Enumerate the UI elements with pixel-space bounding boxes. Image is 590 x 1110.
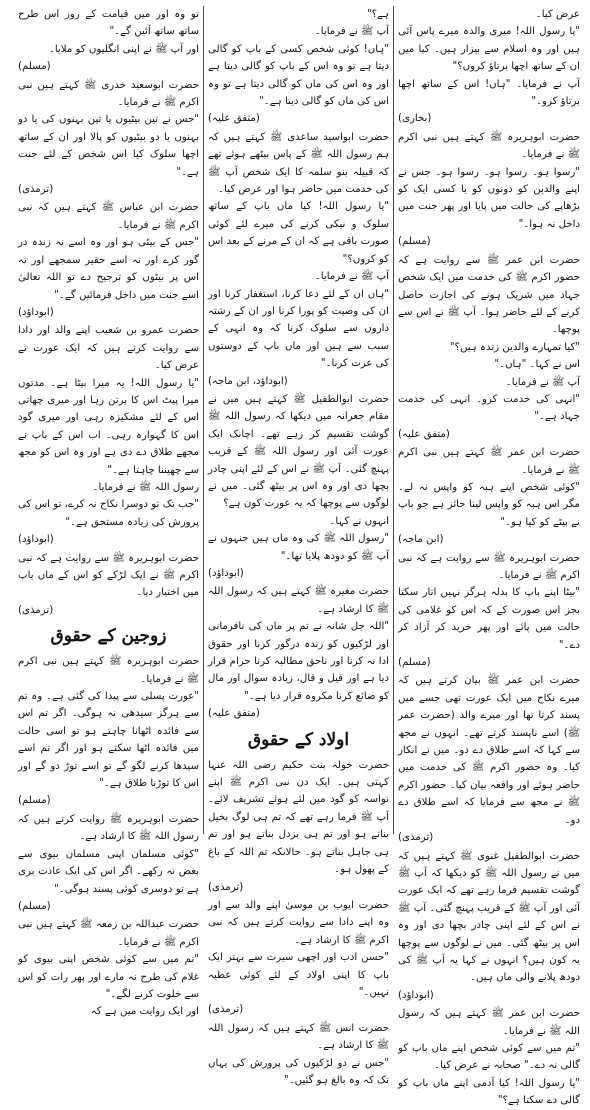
- paragraph: "کوئی مسلمان اپنی مسلمان بیوی سے بغض نہ رکھے۔ اگر اس کی ایک عادت بری ہے تو دوسری کوئی پسند ہوگی۔": [18, 848, 199, 895]
- hadith-reference: (مسلم): [18, 795, 51, 807]
- hadith-reference: (ابوداؤد): [18, 534, 54, 546]
- hadith-reference: (ترمذی): [398, 832, 434, 844]
- paragraph: "جس کے بیٹی ہو اور وہ اسے نہ زندہ در گور کرے اور نہ اسے حقیر سمجھے اور نہ اس پر بیٹوں کو ترجیح دے تو اللہ تعالیٰ اسے جنت میں داخل فرمائیں گے۔": [18, 237, 199, 301]
- paragraph: "حسن ادب اور اچھی سیرت سے بہتر ایک باپ کا اپنی اولاد کے لئے کوئی عطیہ نہیں۔": [208, 952, 389, 998]
- paragraph: حضرت انس ﷺ کہتے ہیں کہ رسول اللہ ﷺ کا ارشاد ہے۔: [208, 1022, 389, 1052]
- hadith-reference: (متفق علیہ): [208, 113, 260, 125]
- paragraph: "ہاں ان کے لئے دعا کرنا، استغفار کرنا اور ان کی وصیت کو پورا کرنا اور ان کے رشتہ داروں سے سلوک کرنا کہ وہ انہی کے سبب سے ہیں اور ماں باپ کے دوستوں کی عزت کرنا۔": [208, 288, 389, 370]
- paragraph: آپ ﷺ نے فرمایا۔: [314, 26, 389, 38]
- paragraph: تو وہ اور میں قیامت کے روز اس طرح ساتھ ساتھ آئیں گے۔": [18, 9, 199, 38]
- paragraph: حضرت ابواسید ساعدی ﷺ کہتے ہیں کہ ہم رسول اللہ ﷺ کے پاس بیٹھے ہوئے تھے کہ قبیلہ بنو سلمہ کا ایک شخص آپ ﷺ کی خدمت میں حاضر ہوا اور عرض کیا۔: [208, 131, 389, 196]
- hadith-reference: (مسلم): [398, 657, 431, 669]
- paragraph: حضرت ابن عمر ﷺ سے روایت ہے کہ حضور اکرم ﷺ کی خدمت میں ایک شخص جہاد میں شریک ہونے کی اجازت حاصل کرنے کے لئے حاضر ہوا۔ آپ ﷺ نے اس سے پوچھا۔: [398, 254, 580, 336]
- column-middle: [204, 6, 394, 1086]
- paragraph: "کوئی شخص اپنے ہبہ کو واپس نہ لے۔ مگر اس ہبہ کو واپس لینا جائز ہے جو باپ نے بیٹے کو کیا ہو۔": [398, 481, 580, 528]
- paragraph: "کیا تمہارے والدین زندہ ہیں؟": [449, 341, 580, 353]
- paragraph: حضرت خولہ بنت حکیم رضی اللہ عنہا کہتی ہیں۔ ایک دن نبی اکرم ﷺ اپنے نواسہ کو گود میں لئے ہوئے تشریف لائے۔ آپ ﷺ فرما رہے تھے کہ تم ہی لوگ بخیل بناتے ہو اور تم ہی بزدل بناتے ہو اور تم ہی جاہل بناتے ہو۔ حالانکہ تم اللہ کے باغ کے پھول ہو۔: [208, 759, 389, 876]
- paragraph: حضرت عبداللہ بن زمعہ ﷺ کہتے ہیں نبی اکرم ﷺ نے فرمایا۔: [18, 919, 199, 948]
- paragraph: "رسوا ہو۔ رسوا ہو۔ رسوا ہو۔ جس نے اپنے والدین کو دونوں کو یا کسی ایک کو بڑھاپے کی حالت میں پایا اور پھر جنت میں داخل نہ ہوا۔": [398, 166, 580, 230]
- paragraph: حضرت ابوالطفیل ﷺ کہتے ہیں میں نے مقام جعرانہ میں دیکھا کہ رسول اللہ ﷺ گوشت تقسیم کر رہے تھے۔ اچانک ایک عورت آئی اور رسول اللہ ﷺ کے قریب پہنچ گئی۔ آپ ﷺ نے اس کے لئے اپنی چادر بچھا دی اور وہ اس پر بیٹھ گئی۔ میں نے لوگوں سے پوچھا کہ یہ عورت کون ہے؟: [208, 393, 389, 510]
- paragraph: "یا رسول اللہ! کیا ماں باپ کے ساتھ سلوک و نیکی کرنے کی میرے لئے کوئی صورت باقی ہے کہ ان کے مرنے کے بعد اس کو کروں؟": [208, 201, 389, 265]
- paragraph: حضرت ابن عمر ﷺ کہتے ہیں نبی اکرم ﷺ نے فرمایا۔: [398, 447, 580, 476]
- paragraph: حضرت ابوہریرہ ﷺ کہتے ہیں نبی اکرم ﷺ نے فرمایا۔: [18, 656, 199, 685]
- text-columns: [6, 6, 584, 1107]
- column-left: [14, 6, 204, 1018]
- paragraph: آپ ﷺ نے فرمایا۔: [314, 271, 389, 283]
- paragraph: حضرت ابوہریرہ ﷺ سے روایت ہے کہ نبی اکرم ﷺ نے ایک لڑکے کو اس کے ماں باپ میں اختیار دیا۔: [18, 552, 199, 599]
- paragraph: حضرت عمرو بن شعیب اپنے والد اور دادا سے روایت کرتے ہیں کہ ایک عورت نے عرض کیا۔: [18, 325, 199, 372]
- paragraph: حضرت ابوہریرہ ﷺ کہتے ہیں نبی اکرم ﷺ نے فرمایا۔: [398, 131, 580, 161]
- paragraph: "یا رسول اللہ! میری والدہ میرے پاس آئی ہیں اور وہ اسلام سے بیزار ہیں۔ کیا میں ان کے ساتھ اچھا برتاؤ کروں؟": [398, 26, 580, 73]
- paragraph: حضرت ابوہریرہ ﷺ روایت کرتے ہیں کہ رسول اللہ ﷺ کا ارشاد ہے۔: [18, 813, 199, 843]
- paragraph: حضرت ابن عمر ﷺ بیان کرتے ہیں کہ میرے نکاح میں ایک عورت تھی جسے میں پسند کرتا تھا اور میرے والد (حضرت عمر ﷺ) اسے ناپسند کرتے تھے۔ انہوں نے مجھ سے کہا کہ اسے طلاق دے دو۔ میں نے انکار کیا۔ وہ حضور اکرم ﷺ کی خدمت میں حاضر ہوئے اور واقعہ بیان کیا۔ حضور اکرم ﷺ نے مجھ سے فرمایا کہ اسے طلاق دے دو۔: [398, 675, 580, 826]
- paragraph: عرض کیا۔: [535, 9, 580, 20]
- column-right: [394, 6, 584, 1107]
- hadith-reference: (ترمذی): [208, 881, 244, 893]
- paragraph: "جس نے تین بیٹیوں یا تین بہنوں کی یا دو بہنوں یا دو بیٹیوں کو پالا اور ان کے ساتھ اچھا سلوک کیا اس شخص کے لئے جنت ہے۔": [18, 114, 199, 178]
- hadith-reference: (ابوداؤد): [398, 989, 434, 1001]
- hadith-reference: (ابوداؤد): [18, 306, 54, 318]
- paragraph: "ہاں! کوئی شخص کسی کے باپ کو گالی دیتا ہے تو وہ اس کے باپ کو گالی دیتا ہے اور وہ اس کی ماں کو گالی دیتا ہے تو وہ اس کی ماں کو گالی دیتا ہے۔": [208, 43, 389, 108]
- paragraph: آپ نے فرمایا۔ "ہاں! اس کے ساتھ اچھا برتاؤ کرو۔": [398, 78, 580, 108]
- paragraph: اور ایک روایت میں ہے کہ: [90, 1006, 199, 1018]
- paragraph: "عورت پسلی سے پیدا کی گئی ہے۔ وہ تم سے ہرگز سیدھی نہ ہوگی۔ اگر تم اس سے فائدہ اٹھانا چاہتے ہو تو اسی حالت میں فائدہ اٹھا سکتے ہو اور اگر تم اسے سیدھا کرنے لگو گے تو اسے توڑ دو گے اور اس کا توڑنا طلاق ہے۔": [18, 691, 199, 790]
- paragraph: "بیٹا اپنے باپ کا بدلہ ہرگز نہیں اتار سکتا بجز اس صورت کے کہ اس کو غلامی کی حالت میں پائے اور پھر خرید کر آزاد کر دے۔": [398, 587, 580, 651]
- paragraph: "رسول اللہ ﷺ کی وہ ماں ہیں جنہوں نے آپ ﷺ کو دودھ پلایا تھا۔": [208, 533, 389, 562]
- section-heading: زوجین کے حقوق: [50, 626, 167, 647]
- paragraph: "جس نے دو لڑکیوں کی پرورش کی یہاں تک کہ وہ بالغ ہو گئیں۔": [208, 1057, 389, 1086]
- hadith-reference: (مسلم): [18, 61, 51, 73]
- paragraph: حضرت ابوسعید خدری ﷺ کہتے ہیں نبی اکرم ﷺ نے فرمایا۔: [18, 79, 199, 109]
- hadith-reference: (متفق علیہ): [398, 428, 450, 440]
- paragraph: حضرت مغیرہ ﷺ کہتے ہیں کہ رسول اللہ ﷺ کا ارشاد ہے۔: [208, 586, 389, 615]
- hadith-reference: (ابن ماجہ): [398, 534, 444, 546]
- hadith-reference: (مسلم): [18, 900, 51, 912]
- hadith-reference: (ترمذی): [18, 184, 54, 196]
- paragraph: "یا رسول اللہ! کیا آدمی اپنے ماں باپ کو گالی دے سکتا ہے؟": [398, 1077, 580, 1107]
- section-heading: اولاد کے حقوق: [247, 729, 350, 750]
- paragraph: اور آپ ﷺ نے اپنی انگلیوں کو ملایا۔: [48, 43, 199, 55]
- paragraph: "انہی کی خدمت کرو۔ انہی کی خدمت جہاد ہے۔": [398, 393, 580, 423]
- hadith-reference: (ابوداؤد، ابن ماجہ): [208, 375, 288, 387]
- paragraph: آپ ﷺ نے فرمایا۔: [505, 376, 580, 388]
- paragraph: حضرت ابن عباس ﷺ کہتے ہیں کہ نبی اکرم ﷺ نے فرمایا۔: [18, 202, 199, 231]
- paragraph: رسول اللہ ﷺ نے فرمایا۔: [92, 481, 199, 493]
- paragraph: "تم میں سے کوئی شخص اپنی بیوی کو غلام کی طرح نہ مارے اور پھر رات کو اس سے خلوت کرنے لگے۔": [18, 954, 199, 1000]
- paragraph: حضرت ابن عمر ﷺ کہتے ہیں کہ رسول اللہ ﷺ نے فرمایا۔: [398, 1008, 580, 1037]
- paragraph: حضرت ایوب بن موسیٰ اپنے والد سے اور وہ اپنے دادا سے روایت کرتے ہیں کہ نبی اکرم ﷺ کا ارشاد ہے۔: [208, 899, 389, 946]
- hadith-reference: (ابوداؤد): [208, 568, 244, 579]
- hadith-reference: (مسلم): [398, 236, 431, 248]
- paragraph: انہوں نے کہا۔: [329, 515, 389, 527]
- hadith-reference: (متفق علیہ): [208, 708, 260, 720]
- paragraph: "اللہ جل شانہ نے تم پر ماں کی نافرمانی اور لڑکیوں کو زندہ درگور کرنا اور حقوق ادا نہ کرنا اور ناحق مطالبہ کرنا حرام قرار دیا ہے اور قیل و قال، زیادہ سوال اور مال کو ضائع کرنا مکروہ قرار دیا ہے۔": [208, 621, 389, 702]
- paragraph: "تم میں سے کوئی شخص اپنے ماں باپ کو گالی نہ دے۔" صحابہ نے عرض کیا۔: [398, 1042, 580, 1072]
- paragraph: ہے؟": [366, 9, 389, 20]
- paragraph: اس نے کہا۔ "ہاں۔": [494, 359, 580, 371]
- hadith-reference: (ترمذی): [208, 1004, 244, 1016]
- paragraph: حضرت ابوالطفیل غنوی ﷺ کہتے ہیں کہ میں نے رسول اللہ ﷺ کو دیکھا کہ آپ ﷺ گوشت تقسیم فرما رہے تھے کہ ایک عورت آئی اور آپ ﷺ کے قریب پہنچ گئی۔ آپ ﷺ نے اس کے لئے اپنی چادر بچھا دی اور وہ اس پر بیٹھ گئی۔ میں نے لوگوں سے پوچھا یہ کون ہیں؟ انہوں نے کہا یہ آپ ﷺ کی دودھ پلانے والی ماں ہیں۔: [398, 850, 580, 984]
- paragraph: حضرت ابوہریرہ ﷺ سے روایت ہے کہ نبی اکرم ﷺ نے فرمایا۔: [398, 552, 580, 581]
- paragraph: "جب تک تو دوسرا نکاح نہ کرے، تو اس کی پرورش کی زیادہ مستحق ہے۔": [18, 499, 199, 528]
- hadith-reference: (ترمذی): [18, 604, 54, 616]
- paragraph: "یا رسول اللہ! یہ میرا بیٹا ہے۔ مدتوں میرا پیٹ اس کا برتن رہا اور میری چھاتی اس کے لئے مشکیزہ رہی اور میری گود اس کا گہوارہ رہی۔ اب اس کے باپ نے مجھے طلاق دے دی ہے اور وہ اس کو مجھ سے چھیننا چاہتا ہے۔": [18, 377, 199, 476]
- hadith-reference: (بخاری): [398, 113, 432, 125]
